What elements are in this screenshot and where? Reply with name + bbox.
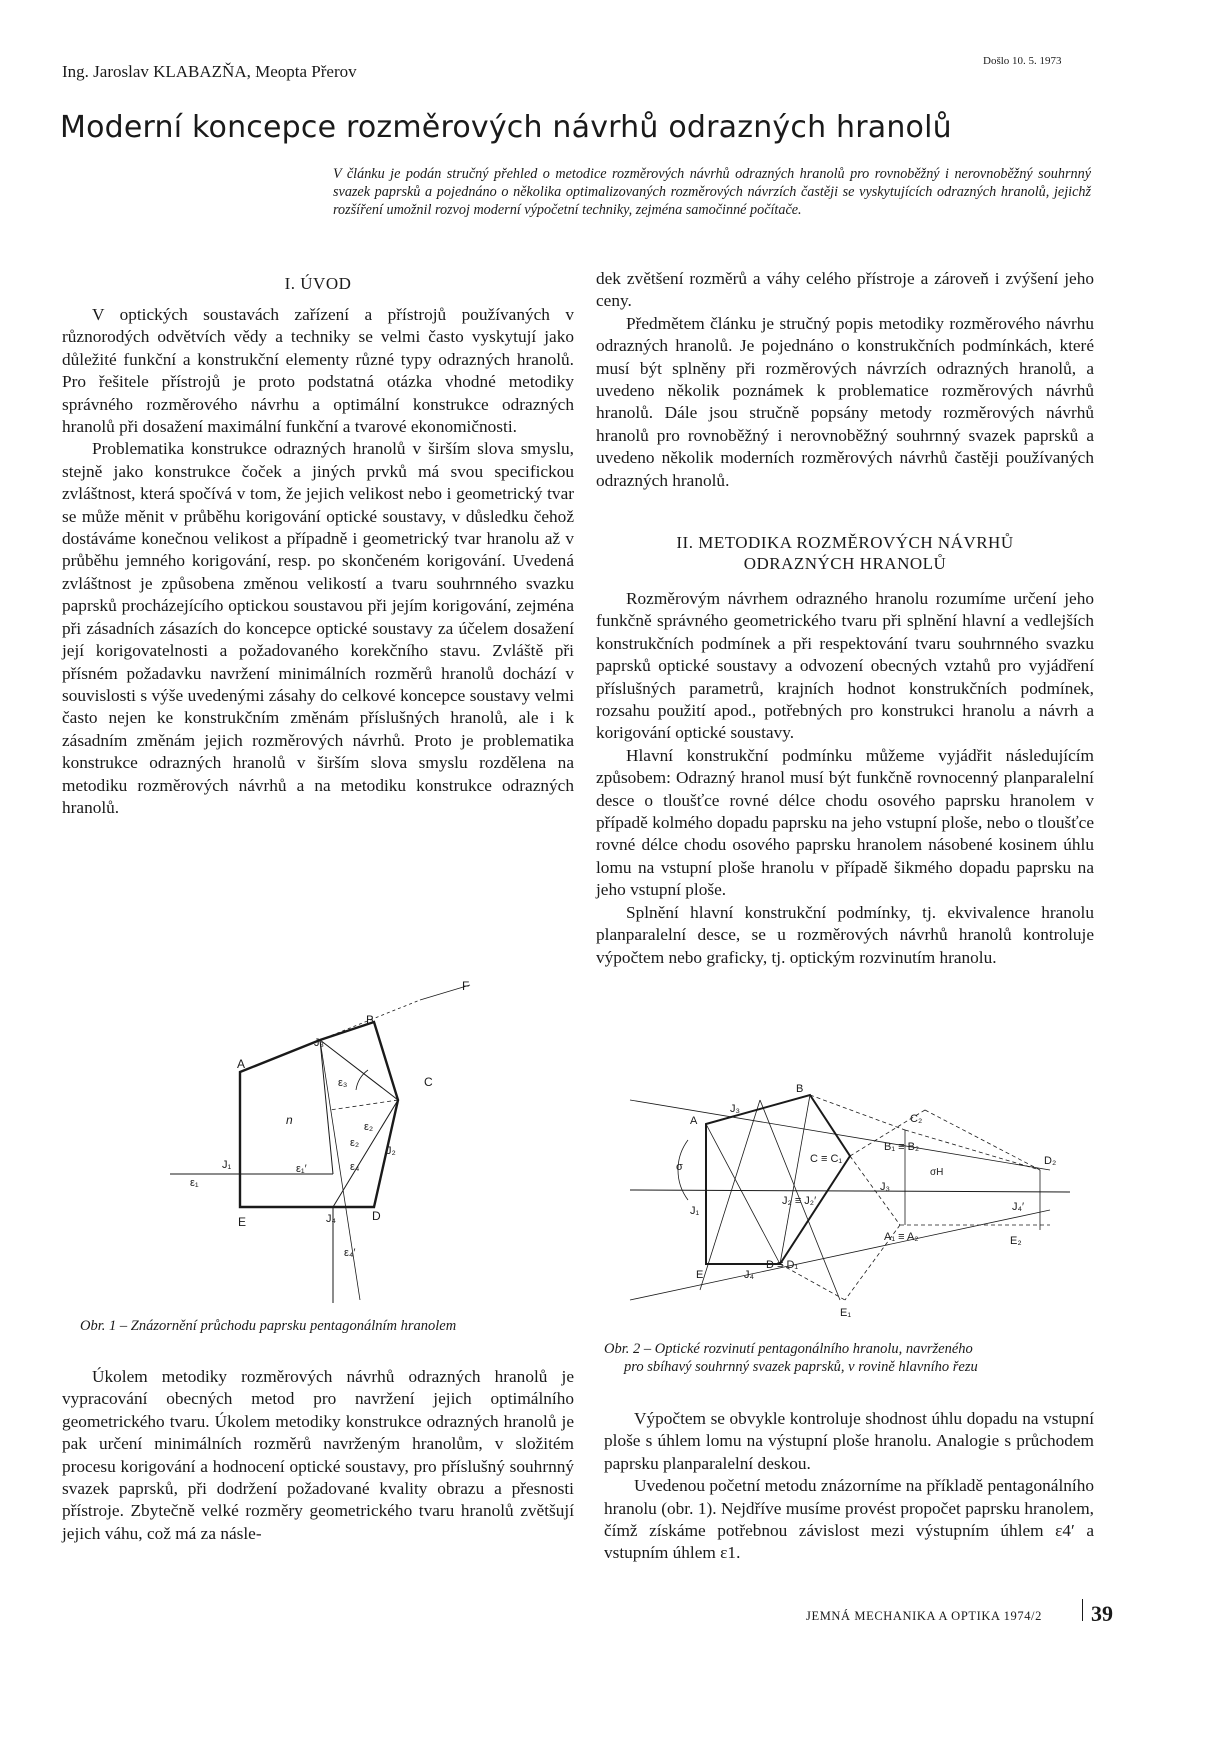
label-e: E — [696, 1269, 704, 1281]
label-epsilon-4: ε₄ — [350, 1161, 360, 1173]
label-j2: J₂ ≡ J₂′ — [782, 1195, 817, 1207]
label-j3: J₃ — [730, 1103, 740, 1115]
label-a1-a2: A₁ ≡ A₂ — [884, 1231, 919, 1243]
label-f: F — [462, 979, 470, 993]
label-d: D — [372, 1209, 381, 1223]
label-j4: J₄ — [744, 1269, 754, 1281]
paragraph: Splnění hlavní konstrukční podmínky, tj. ekvivalence hranolu planparalelní desce, se u rozměrových návrhů hranolů kontroluje výpočtem nebo graficky, tj. optickým rozvinutím hranolu. — [596, 902, 1094, 967]
paragraph: dek zvětšení rozměrů a váhy celého přístroje a zároveň i zvýšení jeho ceny. — [596, 269, 1094, 311]
right-column-text — [596, 268, 1094, 492]
article-title: Moderní koncepce rozměrových návrhů odrazných hranolů — [60, 110, 952, 145]
prism-outline — [706, 1095, 850, 1264]
label-j3-unfolded: J₃ — [880, 1181, 890, 1193]
label-j1: J₁ — [690, 1205, 700, 1217]
label-c: C — [424, 1075, 433, 1089]
label-sigma: σ — [676, 1161, 683, 1173]
paragraph: Úkolem metodiky rozměrových návrhů odrazných hranolů je vypracování obecných metod pro navržení jejich optimálního geometrického tvaru. Úkolem metodiky konstrukce odrazných hranolů je pak určení minimálních rozměrů navrženým hranolům, v složitém procesu korigování a hodnocení optické soustavy, pro příslušný souhrnný svazek paprsků, při dodržení požadované kvality obrazu a přesnosti přístroje. Zbytečně velké rozměry geometrického tvaru hranolů zvětšují jejich váhu, což má za násle- — [62, 1367, 574, 1543]
unfold-line — [850, 1156, 900, 1225]
label-a: A — [690, 1115, 698, 1127]
figure-2-unfolding-diagram — [620, 1075, 1090, 1337]
ray-lower — [630, 1210, 1050, 1300]
paragraph: Předmětem článku je stručný popis metodiky rozměrového návrhu odrazných hranolů. Je pojednáno o konstrukčních podmínkách, které musí být splněny při rozměrových návrzích odrazných hranolů, a uvedeno několik poznámek k problematice rozměrových návrhů hranolů. Dále jsou stručně popsány metody rozměrových návrhů hranolů pro rovnoběžný i nerovnoběžný souhrnný svazek paprsků a uvedeno několik moderních rozměrových návrhů častěji používaných odrazných hranolů. — [596, 313, 1094, 490]
label-j4: J₄ — [326, 1213, 336, 1225]
label-b: B — [366, 1013, 375, 1027]
author-line: Ing. Jaroslav KLABAZŇA, Meopta Přerov — [62, 62, 357, 81]
label-epsilon-2-arc: ε₂ — [364, 1121, 374, 1133]
ray-inner — [700, 1100, 760, 1290]
figure-2-caption-line-2: pro sbíhavý souhrnný svazek paprsků, v rovině hlavního řezu — [624, 1359, 978, 1375]
section-2-text — [596, 588, 1094, 969]
abstract: V článku je podán stručný přehled o metodice rozměrových návrhů odrazných hranolů pro rovnoběžný i nerovnoběžný souhrnný svazek paprsků a pojednáno o několika optimalizovaných rozměrových návrzích častěji se vyskytujících odrazných hranolů, jejichž rozšíření umožnil rozvoj moderní výpočetní techniky, zejména samočinné počítače. — [333, 166, 1091, 218]
label-b: B — [796, 1083, 804, 1095]
label-d-d1: D ≡ D₁ — [766, 1259, 799, 1271]
label-c2: C₂ — [910, 1113, 923, 1125]
internal-ray-2 — [320, 1040, 398, 1100]
paragraph: Výpočtem se obvykle kontroluje shodnost úhlu dopadu na vstupní ploše s úhlem lomu na výstupní ploše hranolu. Analogie s průchodem paprsku planparalelní deskou. — [604, 1409, 1094, 1473]
received-date: Došlo 10. 5. 1973 — [983, 55, 1062, 67]
label-epsilon-4-prime: ε₄′ — [344, 1247, 356, 1259]
label-e: E — [238, 1215, 247, 1229]
diagonal — [706, 1124, 780, 1264]
paragraph: Problematika konstrukce odrazných hranolů v širším slova smyslu, stejně jako konstrukce čoček a jiných prvků má svou specifickou zvláštnost, která spočívá v tom, že jejich velikost nebo i geometrický tvar se může měnit v průběhu korigování optické soustavy, v důsledku čehož dostáváme konečnou velikost a případně i geometrický tvar hranolu až v průběhu jemného korigování, resp. po skončeném korigování. Uvedená zvláštnost je způsobena změnou velikostí a tvaru souhrnného svazku paprsků procházejícího optickou soustavou při jejím korigování, zejména při zásadních zásazích do koncepce optické soustavy za účelem dosažení její korigovatelnosti a požadovaného korekčního stavu. Zvláště při přísném požadavku navržení minimálních rozměrů hranolů dochází v souvislosti s výše uvedenými zásahy do celkové koncepce soustavy velmi často nejen ke konstrukčním změnám příslušných hranolů, ale i k zásadním změnám jejich rozměrových návrhů. Proto je problematika konstrukce odrazných hranolů v širším slova smyslu rozdělena na metodiku rozměrových návrhů a na metodiku konstrukce odrazných hranolů. — [62, 439, 574, 817]
label-epsilon-1: ε₁ — [190, 1177, 199, 1189]
left-column-text — [62, 304, 574, 819]
paragraph: Uvedenou početní metodu znázorníme na příkladě pentagonálního hranolu (obr. 1). Nejdříve musíme provést propočet paprsku hranolem, čímž získáme potřebnou závislost mezi výstupním úhlem ε4′ a vstupním úhlem ε1. — [604, 1476, 1094, 1563]
footer-divider — [1082, 1599, 1083, 1621]
section-1-heading: I. ÚVOD — [284, 274, 352, 293]
label-c-c1: C ≡ C₁ — [810, 1153, 843, 1165]
label-e2: E₂ — [1010, 1235, 1022, 1247]
diagonal — [780, 1095, 810, 1264]
label-j2: J₂ — [386, 1145, 396, 1157]
page-number: 39 — [1091, 1601, 1113, 1626]
internal-ray-1 — [320, 1040, 333, 1174]
label-sigma-h: σH — [930, 1167, 944, 1178]
figure-1-caption: Obr. 1 – Znázornění průchodu paprsku pentagonálním hranolem — [80, 1318, 457, 1334]
unfold-line — [905, 1130, 1040, 1170]
unfold-line — [925, 1110, 1040, 1170]
section-2-heading-line-2: ODRAZNÝCH HRANOLŮ — [743, 554, 947, 573]
journal-footer: JEMNÁ MECHANIKA A OPTIKA 1974/2 — [806, 1609, 1042, 1623]
label-d2: D₂ — [1044, 1155, 1057, 1167]
label-e1: E₁ — [840, 1307, 852, 1319]
label-epsilon-3: ε₃ — [338, 1077, 348, 1089]
unfold-line — [810, 1095, 905, 1130]
figure-1-pentaprism-diagram — [150, 975, 490, 1307]
optical-axis — [630, 1190, 1070, 1192]
paragraph: Hlavní konstrukční podmínku můžeme vyjádřit následujícím způsobem: Odrazný hranol musí být funkčně rovnocenný planparalelní desce o tloušťce rovné délce chodu osového paprsku hranolem v případě kolmého dopadu paprsku na jeho vstupní ploše, nebo o tloušťce rovné délce chodu osového paprsku hranolem násobené kosinem úhlu lomu na vstupní ploše hranolu v případě šikmého dopadu paprsku na jeho vstupní ploše. — [596, 745, 1094, 900]
left-column-continued — [62, 1366, 574, 1545]
label-epsilon-1-prime: ε₁′ — [296, 1163, 307, 1175]
label-a: A — [237, 1057, 246, 1071]
label-j4-prime: J₄′ — [1012, 1201, 1025, 1213]
prism-outline — [240, 1022, 398, 1207]
label-n: n — [286, 1113, 293, 1127]
figure-2-caption-line-1: Obr. 2 – Optické rozvinutí pentagonálního hranolu, navrženého — [604, 1341, 973, 1357]
normal-line — [330, 1100, 398, 1110]
angle-arc — [356, 1070, 368, 1090]
label-b1-b2: B₁ ≡ B₂ — [884, 1141, 920, 1153]
paragraph: V optických soustavách zařízení a přístrojů používaných v různorodých odvětvích vědy a techniky se velmi často vyskytují jako důležité funkční a konstrukční elementy různé typy odrazných hranolů. Pro řešitele přístrojů je proto podstatná otázka vhodné metodiky správného rozměrového návrhu a optimální konstrukce odrazných hranolů při dosažení maximální funkční a tvarové ekonomičnosti. — [62, 305, 574, 437]
label-j1: J₁ — [222, 1159, 232, 1171]
label-j3: J₃ — [314, 1037, 324, 1049]
section-2-heading-line-1: II. METODIKA ROZMĚROVÝCH NÁVRHŮ — [676, 533, 1014, 552]
section-2-after-figure — [604, 1408, 1094, 1565]
paragraph: Rozměrovým návrhem odrazného hranolu rozumíme určení jeho funkčně správného geometrického tvaru při splnění hlavní a vedlejších konstrukčních podmínek a při respektování tvaru souhrnného svazku paprsků optické soustavy a odvození obecných vztahů pro vyjádření příslušných parametrů, krajních hodnot konstrukčních podmínek, rozsahu použití apod., potřebných pro konstrukci hranolu a návrh a korigování optické soustavy. — [596, 589, 1094, 743]
label-epsilon-2: ε₂ — [350, 1137, 360, 1149]
